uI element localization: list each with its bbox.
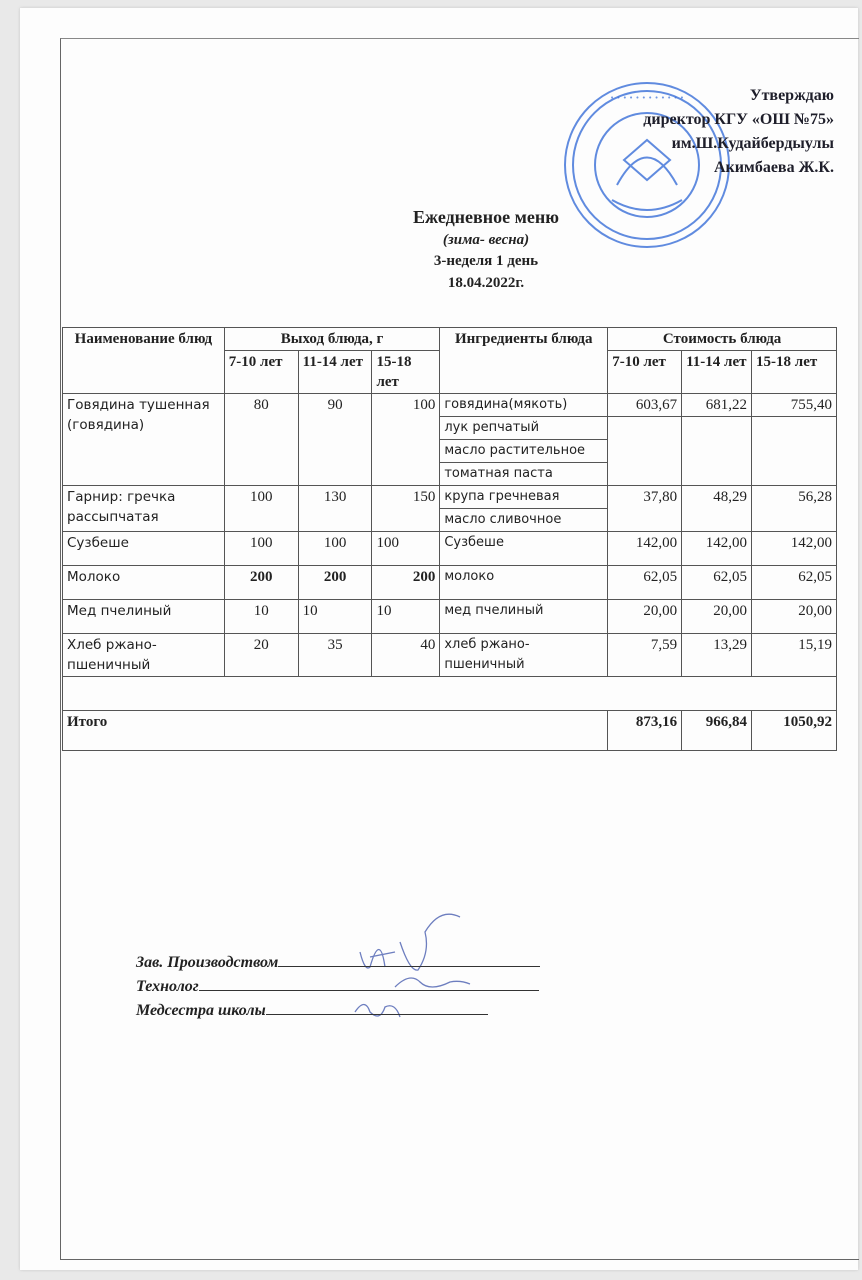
dish-name: Хлеб ржано-пшеничный [63, 634, 225, 677]
yield-2: 100 [298, 532, 372, 566]
dish-name: Говядина тушенная (говядина) [63, 394, 225, 486]
approval-line-2: директор КГУ «ОШ №75» [643, 111, 834, 128]
header-cost-age-1: 7-10 лет [608, 351, 682, 394]
menu-week: 3-неделя 1 день [433, 253, 539, 269]
approval-block [643, 84, 834, 180]
table-row [63, 486, 837, 509]
cost-2: 681,22 [682, 394, 752, 417]
cost-2: 142,00 [682, 532, 752, 566]
table-row [63, 634, 837, 677]
ingredient: томатная паста [440, 463, 608, 486]
ingredient: молоко [440, 566, 608, 600]
empty-cell [63, 677, 837, 711]
cost-3: 755,40 [752, 394, 837, 417]
table-row [63, 532, 837, 566]
cost-3: 20,00 [752, 600, 837, 634]
yield-3: 150 [372, 486, 440, 532]
yield-1: 100 [224, 532, 298, 566]
total-cost-1: 873,16 [608, 711, 682, 751]
cost-1: 62,05 [608, 566, 682, 600]
header-ingredients: Ингредиенты блюда [440, 328, 608, 394]
dish-name: Сузбеше [63, 532, 225, 566]
yield-3: 200 [372, 566, 440, 600]
dish-name: Молоко [63, 566, 225, 600]
table-row [63, 600, 837, 634]
ingredient: мед пчелиный [440, 600, 608, 634]
cost-1: 7,59 [608, 634, 682, 677]
table-row [63, 566, 837, 600]
menu-title: Ежедневное меню [413, 207, 559, 227]
yield-1: 20 [224, 634, 298, 677]
menu-date: 18.04.2022г. [447, 275, 525, 291]
header-yield-age-2: 11-14 лет [298, 351, 372, 394]
header-yield-age-1: 7-10 лет [224, 351, 298, 394]
menu-table [62, 327, 837, 751]
header-cost: Стоимость блюда [608, 328, 837, 351]
cost-2: 13,29 [682, 634, 752, 677]
ingredient: крупа гречневая [440, 486, 608, 509]
dish-name: Гарнир: гречка рассыпчатая [63, 486, 225, 532]
signature-label-head: Зав. Производством [136, 954, 279, 971]
signature-label-technologist: Технолог [136, 978, 199, 995]
cost-3: 15,19 [752, 634, 837, 677]
signature-line [266, 998, 488, 1015]
header-cost-age-2: 11-14 лет [682, 351, 752, 394]
yield-1: 200 [224, 566, 298, 600]
cost-1: 142,00 [608, 532, 682, 566]
cost-2: 62,05 [682, 566, 752, 600]
menu-season: (зима- весна) [442, 232, 530, 248]
signature-line [199, 974, 539, 991]
cost-empty [608, 417, 682, 486]
signature-line [278, 950, 540, 967]
svg-text:• • • • • • • • • • • •: • • • • • • • • • • • • [609, 94, 685, 102]
yield-3: 10 [372, 600, 440, 634]
ingredient: лук репчатый [440, 417, 608, 440]
yield-2: 90 [298, 394, 372, 486]
cost-empty [752, 417, 837, 486]
header-cost-age-3: 15-18 лет [752, 351, 837, 394]
table-row-empty [63, 677, 837, 711]
yield-1: 80 [224, 394, 298, 486]
ingredient: Сузбеше [440, 532, 608, 566]
total-label: Итого [63, 711, 608, 751]
approval-line-1: Утверждаю [749, 87, 834, 104]
table-total-row [63, 711, 837, 751]
cost-empty [682, 417, 752, 486]
dish-name: Мед пчелиный [63, 600, 225, 634]
menu-title-block [0, 204, 862, 294]
cost-3: 62,05 [752, 566, 837, 600]
yield-2: 10 [298, 600, 372, 634]
yield-3: 100 [372, 394, 440, 486]
ingredient: говядина(мякоть) [440, 394, 608, 417]
yield-3: 100 [372, 532, 440, 566]
cost-3: 56,28 [752, 486, 837, 532]
table-row [63, 394, 837, 417]
cost-2: 20,00 [682, 600, 752, 634]
approval-line-3: им.Ш.Кудайбердыулы [671, 135, 834, 152]
cost-1: 20,00 [608, 600, 682, 634]
ingredient: хлеб ржано-пшеничный [440, 634, 608, 677]
header-yield: Выход блюда, г [224, 328, 440, 351]
approval-line-4: Акимбаева Ж.К. [713, 159, 834, 176]
header-yield-age-3: 15-18 лет [372, 351, 440, 394]
yield-2: 35 [298, 634, 372, 677]
yield-1: 100 [224, 486, 298, 532]
cost-1: 37,80 [608, 486, 682, 532]
yield-3: 40 [372, 634, 440, 677]
total-cost-2: 966,84 [682, 711, 752, 751]
cost-1: 603,67 [608, 394, 682, 417]
signature-label-nurse: Медсестра школы [136, 1002, 266, 1019]
yield-2: 200 [298, 566, 372, 600]
cost-2: 48,29 [682, 486, 752, 532]
signatures-block [136, 950, 540, 1022]
yield-2: 130 [298, 486, 372, 532]
ingredient: масло сливочное [440, 509, 608, 532]
cost-3: 142,00 [752, 532, 837, 566]
total-cost-3: 1050,92 [752, 711, 837, 751]
yield-1: 10 [224, 600, 298, 634]
header-dish-name: Наименование блюд [63, 328, 225, 394]
ingredient: масло растительное [440, 440, 608, 463]
